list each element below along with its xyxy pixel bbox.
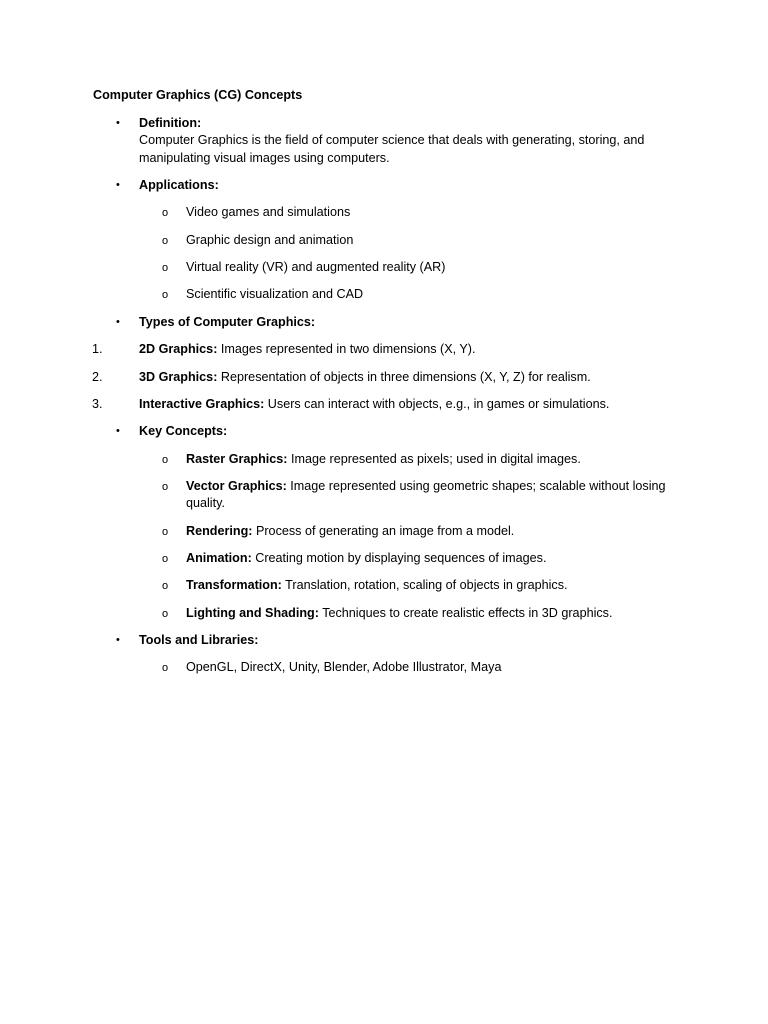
list-number: 1.: [92, 342, 103, 356]
concept-item: Raster Graphics: Image represented as pixels; used in digital images.: [186, 452, 581, 466]
circle-marker: o: [162, 454, 169, 466]
concept-item: Animation: Creating motion by displaying sequences of images.: [186, 551, 547, 565]
tools-item: OpenGL, DirectX, Unity, Blender, Adobe Illustrator, Maya: [186, 660, 502, 674]
page-title: Computer Graphics (CG) Concepts: [93, 88, 303, 102]
type-item: 2D Graphics: Images represented in two dimensions (X, Y).: [139, 342, 476, 356]
key-concepts-label: Key Concepts:: [139, 424, 228, 438]
type-item: Interactive Graphics: Users can interact with objects, e.g., in games or simulations.: [139, 397, 610, 411]
circle-marker: o: [162, 207, 169, 219]
application-item: Virtual reality (VR) and augmented reality (AR): [186, 260, 446, 274]
list-number: 2.: [92, 370, 103, 384]
application-item: Graphic design and animation: [186, 233, 354, 247]
definition-text-line2: manipulating visual images using computers.: [139, 151, 390, 165]
definition-text-line1: Computer Graphics is the field of computer science that deals with generating, storing, and: [139, 133, 645, 147]
applications-label: Applications:: [139, 178, 219, 192]
bullet-marker: •: [116, 179, 120, 191]
circle-marker: o: [162, 580, 169, 592]
concept-item: Lighting and Shading: Techniques to create realistic effects in 3D graphics.: [186, 606, 613, 620]
bullet-marker: •: [116, 117, 120, 129]
application-item: Scientific visualization and CAD: [186, 287, 364, 301]
bullet-marker: •: [116, 316, 120, 328]
circle-marker: o: [162, 662, 169, 674]
concept-item: Rendering: Process of generating an image from a model.: [186, 524, 515, 538]
type-item: 3D Graphics: Representation of objects in three dimensions (X, Y, Z) for realism.: [139, 370, 591, 384]
circle-marker: o: [162, 481, 169, 493]
circle-marker: o: [162, 235, 169, 247]
list-number: 3.: [92, 397, 103, 411]
circle-marker: o: [162, 553, 169, 565]
bullet-marker: •: [116, 634, 120, 646]
application-item: Video games and simulations: [186, 205, 351, 219]
circle-marker: o: [162, 608, 169, 620]
bullet-marker: •: [116, 425, 120, 437]
circle-marker: o: [162, 526, 169, 538]
tools-label: Tools and Libraries:: [139, 633, 259, 647]
types-label: Types of Computer Graphics:: [139, 315, 316, 329]
concept-item: Transformation: Translation, rotation, scaling of objects in graphics.: [186, 578, 568, 592]
concept-item: Vector Graphics: Image represented using geometric shapes; scalable without losing: [186, 479, 666, 493]
concept-item-continuation: quality.: [186, 496, 225, 510]
circle-marker: o: [162, 289, 169, 301]
circle-marker: o: [162, 262, 169, 274]
definition-label: Definition:: [139, 116, 202, 130]
